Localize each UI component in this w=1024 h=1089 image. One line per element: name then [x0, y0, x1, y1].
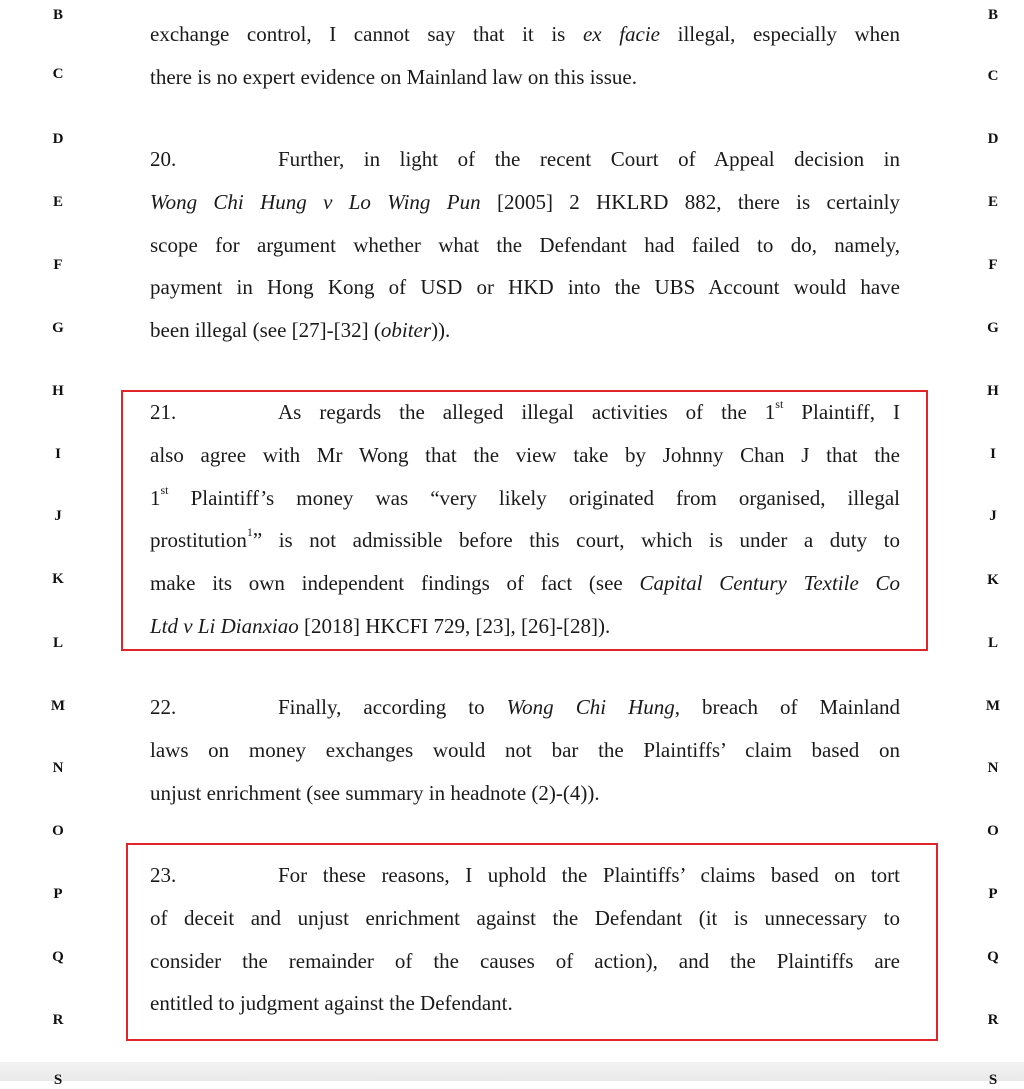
text-run: exchange control, I cannot say that it is: [150, 22, 583, 46]
margin-letter-l-right: L: [987, 635, 998, 651]
case-citation: Wong Chi Hung v Lo Wing Pun: [150, 189, 481, 214]
margin-letter-k-left: K: [52, 571, 64, 587]
paragraph-22: [150, 686, 900, 814]
text-run: [2018] HKCFI 729, [23], [26]-[28]).: [298, 613, 611, 638]
intro-line-1: [150, 13, 900, 56]
margin-letter-i-right: I: [990, 446, 996, 462]
margin-letter-b-left: B: [52, 7, 63, 23]
margin-letter-j-right: J: [989, 508, 997, 524]
text-run: )).: [431, 318, 451, 343]
page-bottom-edge: [0, 1062, 1024, 1081]
paragraph-number: 20.: [150, 147, 177, 171]
text-run: illegal, especially when: [660, 22, 900, 46]
margin-letter-h-left: H: [52, 383, 64, 399]
margin-letter-m-right: M: [985, 698, 1001, 714]
text-run: make its own independent findings of fact (see: [150, 571, 640, 596]
text-run: payment in Hong Kong of USD or HKD into the UBS Account would have: [150, 275, 900, 300]
margin-letter-n-right: N: [987, 760, 999, 776]
margin-letter-s-left-cut: S: [53, 1072, 63, 1088]
margin-letter-g-left: G: [52, 320, 64, 336]
case-citation: Wong Chi Hung: [506, 695, 675, 719]
text-run: Finally, according to: [278, 695, 507, 719]
para23-line-1: [150, 854, 900, 897]
text-run: also agree with Mr Wong that the view take by Johnny Chan J that the: [150, 442, 900, 467]
margin-letter-j-left: J: [54, 508, 62, 524]
text-run: ” is not admissible before this court, which is under a duty to: [252, 528, 900, 553]
text-run: there is no expert evidence on Mainland law on this issue.: [150, 64, 637, 89]
margin-letter-g-right: G: [987, 320, 999, 336]
margin-letter-m-left: M: [50, 698, 66, 714]
para23-line-3: [150, 940, 900, 983]
para21-line-3: [150, 477, 900, 520]
paragraph-number: 21.: [150, 400, 177, 424]
margin-letter-b-right: B: [987, 7, 998, 23]
margin-letter-e-left: E: [52, 194, 63, 210]
margin-letter-f-right: F: [988, 257, 998, 273]
margin-letter-f-left: F: [53, 257, 63, 273]
para21-line-4: [150, 519, 900, 562]
para21-line-6: [150, 605, 900, 648]
margin-letter-o-left: O: [52, 823, 64, 839]
text-run: of deceit and unjust enrichment against the Defendant (it is unnecessary to: [150, 905, 900, 930]
margin-letter-o-right: O: [987, 823, 999, 839]
text-run: unjust enrichment (see summary in headnote (2)-(4)).: [150, 780, 600, 805]
para22-line-2: [150, 729, 900, 772]
margin-letter-q-right: Q: [987, 949, 999, 965]
margin-letter-i-left: I: [55, 446, 61, 462]
para20-line-2: [150, 181, 900, 224]
paragraph-number: 22.: [150, 695, 177, 719]
para21-line-5: [150, 562, 900, 605]
para20-line-1: [150, 138, 900, 181]
text-run: consider the remainder of the causes of action), and the Plaintiffs are: [150, 948, 900, 973]
paragraph-number: 23.: [150, 863, 177, 887]
margin-letter-n-left: N: [52, 760, 64, 776]
text-run: scope for argument whether what the Defendant had failed to do, namely,: [150, 232, 900, 257]
superscript: st: [775, 397, 784, 411]
text-run: laws on money exchanges would not bar the Plaintiffs’ claim based on: [150, 737, 900, 762]
margin-letter-e-right: E: [987, 194, 998, 210]
case-citation: Ltd v Li Dianxiao: [150, 613, 299, 638]
margin-letter-r-right: R: [987, 1012, 999, 1028]
text-run: prostitution: [150, 528, 247, 553]
text-run: entitled to judgment against the Defendant.: [150, 991, 513, 1016]
para23-line-2: [150, 897, 900, 940]
paragraph-21: [150, 391, 900, 648]
superscript: st: [160, 482, 169, 497]
para21-line-2: [150, 434, 900, 477]
para22-line-1: [150, 686, 900, 729]
italic-text: obiter: [380, 318, 432, 343]
text-run: For these reasons, I uphold the Plaintiffs’ claims based on tort: [278, 863, 900, 887]
para20-line-5: [150, 309, 900, 352]
case-citation: Capital Century Textile Co: [639, 571, 901, 596]
margin-letter-d-left: D: [52, 131, 64, 147]
margin-letter-d-right: D: [987, 131, 999, 147]
margin-letter-l-left: L: [52, 635, 63, 651]
text-run: As regards the alleged illegal activities of the 1: [278, 400, 776, 424]
margin-letter-h-right: H: [987, 383, 999, 399]
para20-line-4: [150, 266, 900, 309]
margin-letter-r-left: R: [52, 1012, 64, 1028]
para22-line-3: [150, 772, 900, 815]
margin-letter-c-left: C: [52, 66, 64, 82]
margin-letter-k-right: K: [987, 572, 999, 588]
para20-line-3: [150, 224, 900, 267]
text-run: , breach of Mainland: [674, 695, 901, 719]
margin-letter-q-left: Q: [52, 949, 64, 965]
italic-text: ex facie: [582, 22, 661, 46]
intro-paragraph-continuation: [150, 13, 900, 99]
paragraph-20: [150, 138, 900, 352]
text-run: been illegal (see [27]-[32] (: [150, 318, 381, 343]
margin-letter-c-right: C: [987, 68, 999, 84]
footnote-reference: 1: [246, 525, 253, 540]
para21-line-1: [150, 391, 900, 434]
text-run: Plaintiff, I: [783, 400, 900, 424]
margin-letter-p-right: P: [988, 886, 998, 902]
margin-letter-s-right-cut: S: [988, 1072, 998, 1088]
paragraph-23: [150, 854, 900, 1025]
text-run: [2005] 2 HKLRD 882, there is certainly: [480, 189, 900, 214]
intro-line-2: [150, 56, 900, 99]
para23-line-4: [150, 982, 900, 1025]
margin-letter-p-left: P: [53, 886, 63, 902]
text-run: 1: [150, 485, 161, 510]
text-run: Plaintiff’s money was “very likely originated from organised, illegal: [168, 485, 900, 510]
text-run: Further, in light of the recent Court of Appeal decision in: [278, 147, 900, 171]
